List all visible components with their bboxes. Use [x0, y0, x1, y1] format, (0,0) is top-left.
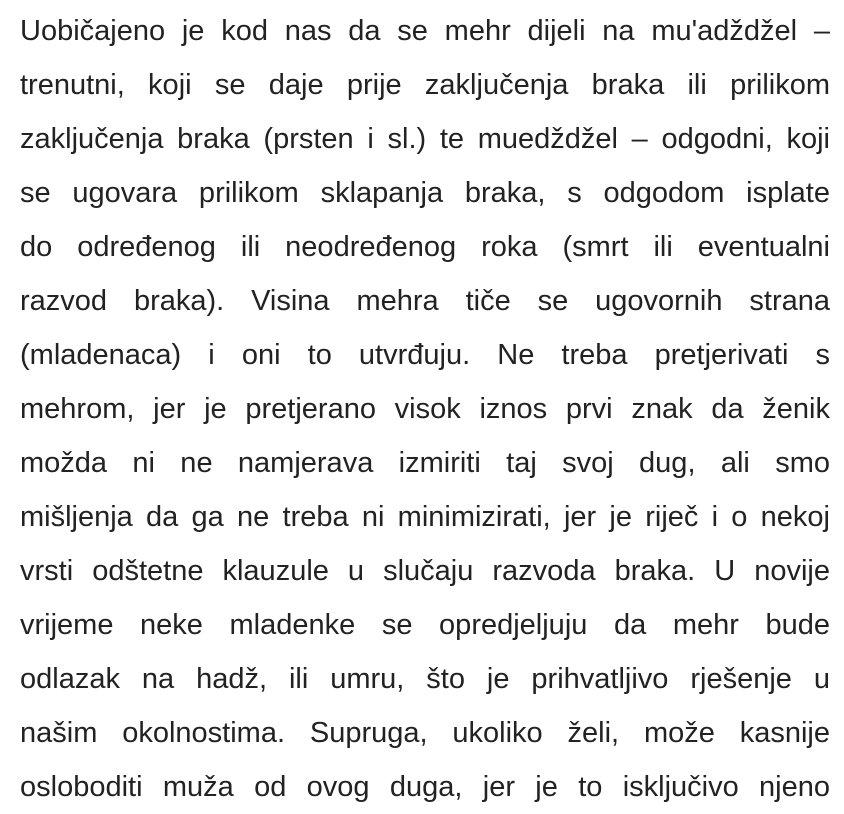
paragraph-line: odlazak na hadž, ili umru, što je prihvatljivo rješenje u: [20, 663, 830, 695]
paragraph-line: mišljenja da ga ne treba ni minimizirati, jer je riječ i o nekoj: [20, 501, 830, 533]
paragraph-line: mehrom, jer je pretjerano visok iznos prvi znak da ženik: [20, 393, 830, 425]
paragraph-line: Uobičajeno je kod nas da se mehr dijeli na mu'adždžel –: [20, 15, 830, 47]
article-body-text: [20, 4, 830, 814]
paragraph-line: osloboditi muža od ovog duga, jer je to isključivo njeno: [20, 771, 830, 803]
paragraph-line: trenutni, koji se daje prije zaključenja braka ili prilikom: [20, 69, 830, 101]
paragraph-line: vrijeme neke mladenke se opredjeljuju da mehr bude: [20, 609, 830, 641]
paragraph-line: do određenog ili neodređenog roka (smrt ili eventualni: [20, 231, 830, 263]
paragraph-line: razvod braka). Visina mehra tiče se ugovornih strana: [20, 285, 830, 317]
paragraph-line: se ugovara prilikom sklapanja braka, s odgodom isplate: [20, 177, 830, 209]
paragraph-line: možda ni ne namjerava izmiriti taj svoj dug, ali smo: [20, 447, 830, 479]
paragraph-line: našim okolnostima. Supruga, ukoliko želi, može kasnije: [20, 717, 830, 749]
paragraph-line: zaključenja braka (prsten i sl.) te muedždžel – odgodni, koji: [20, 123, 830, 155]
paragraph-line: (mladenaca) i oni to utvrđuju. Ne treba pretjerivati s: [20, 339, 830, 371]
paragraph-line: vrsti odštetne klauzule u slučaju razvoda braka. U novije: [20, 555, 830, 587]
